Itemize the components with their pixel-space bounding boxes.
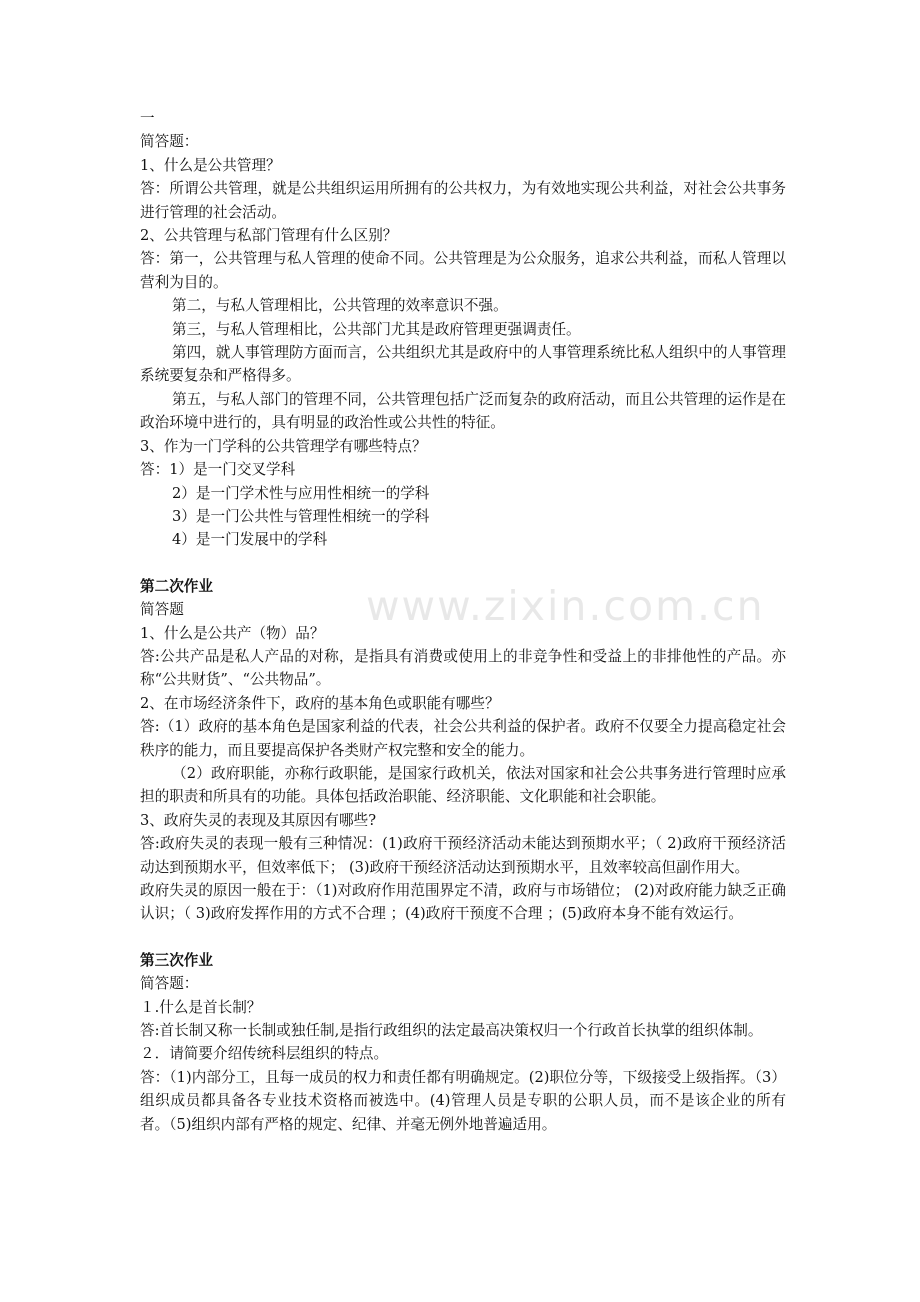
section-1-label: 简答题： [140,133,199,151]
question-2-1: 1、什么是公共产（物）品？ [140,624,325,642]
question-1-1: 1、什么是公共管理？ [140,156,281,174]
answer-1-2-fifth: 第五，与私人部门的管理不同，公共管理包括广泛而复杂的政府活动，而且公共管理的运作是在政治环境中进行的，具有明显的政治性或公共性的特征。 [140,390,786,432]
answer-1-3-item-4: 4）是一门发展中的学科 [172,531,328,549]
answer-2-2-second: （2）政府职能，亦称行政职能，是国家行政机关，依法对国家和社会公共事务进行管理时应承担的职责和所具有的功能。具体包括政治职能、经济职能、文化职能和社会职能。 [140,764,786,806]
answer-1-3-item-1: 答：1）是一门交叉学科 [140,461,296,479]
answer-2-3-manifestations: 答:政府失灵的表现一般有三种情况：(1)政府干预经济活动未能达到预期水平；（ 2)政府干预经济活动达到预期水平，但效率低下； (3)政府干预经济活动达到预期水平，且效率较高但副作用大。 [140,835,786,876]
document-page [140,107,786,1136]
watermark: www.zixin.com.cn [366,582,765,630]
answer-2-2-first: 答:（1）政府的基本角色是国家利益的代表，社会公共利益的保护者。政府不仅要全力提高稳定社会秩序的能力，而且要提高保护各类财产权完整和安全的能力。 [140,718,786,759]
question-3-1: １.什么是首长制？ [140,998,262,1016]
answer-1-1: 答：所谓公共管理，就是公共组织运用所拥有的公共权力，为有效地实现公共利益，对社会公共事务进行管理的社会活动。 [140,180,786,221]
section-1 [140,130,786,551]
answer-1-2-fourth: 第四，就人事管理防方面而言，公共组织尤其是政府中的人事管理系统比私人组织中的人事管理系统要复杂和严格得多。 [140,344,786,385]
section-2-title: 第二次作业 [140,577,213,595]
section-2-label: 简答题 [140,601,184,619]
question-1-3: 3、作为一门学科的公共管理学有哪些特点？ [140,437,427,455]
answer-1-2-first: 答：第一，公共管理与私人管理的使命不同。公共管理是为公众服务，追求公共利益，而私人管理以营利为目的。 [140,250,786,291]
question-1-2: 2、公共管理与私部门管理有什么区别？ [140,227,398,245]
section-3-label: 简答题： [140,975,199,993]
answer-3-1: 答:首长制又称一长制或独任制,是指行政组织的法定最高决策权归一个行政首长执掌的组织体制。 [140,1022,763,1040]
answer-1-2-second: 第二，与私人管理相比，公共管理的效率意识不强。 [172,297,508,315]
answer-2-3-causes: 政府失灵的原因一般在于：（1)对政府作用范围界定不清，政府与市场错位； (2)对政府能力缺乏正确认识；（ 3)政府发挥作用的方式不合理 ；(4)政府干预度不合理 ；(5)政府本身不能有效运行。 [140,882,786,923]
section-3 [140,949,786,1136]
section-2 [140,575,786,926]
question-2-3: 3、政府失灵的表现及其原因有哪些? [140,811,377,829]
answer-1-2-third: 第三，与私人管理相比，公共部门尤其是政府管理更强调责任。 [172,320,581,338]
answer-3-2: 答：（1)内部分工，且每一成员的权力和责任都有明确规定。(2)职位分等，下级接受上级指挥。（3） 组织成员都具备各专业技术资格而被选中。(4)管理人员是专职的公职人员，而不是该企业的所有者。（5)组织内部有严格的规定、纪律、并毫无例外地普遍适用。 [140,1068,786,1133]
section-3-title: 第三次作业 [140,951,213,969]
top-mark: 一 [140,110,155,127]
answer-1-3-item-2: 2）是一门学术性与应用性相统一的学科 [172,484,430,502]
answer-1-3-item-3: 3）是一门公共性与管理性相统一的学科 [172,507,430,525]
question-3-2: ２．请简要介绍传统科层组织的特点。 [140,1045,389,1063]
question-2-2: 2、在市场经济条件下，政府的基本角色或职能有哪些？ [140,694,500,712]
answer-2-1: 答:公共产品是私人产品的对称，是指具有消费或使用上的非竞争性和受益上的非排他性的产品。亦称“公共财货”、“公共物品”。 [140,647,786,689]
